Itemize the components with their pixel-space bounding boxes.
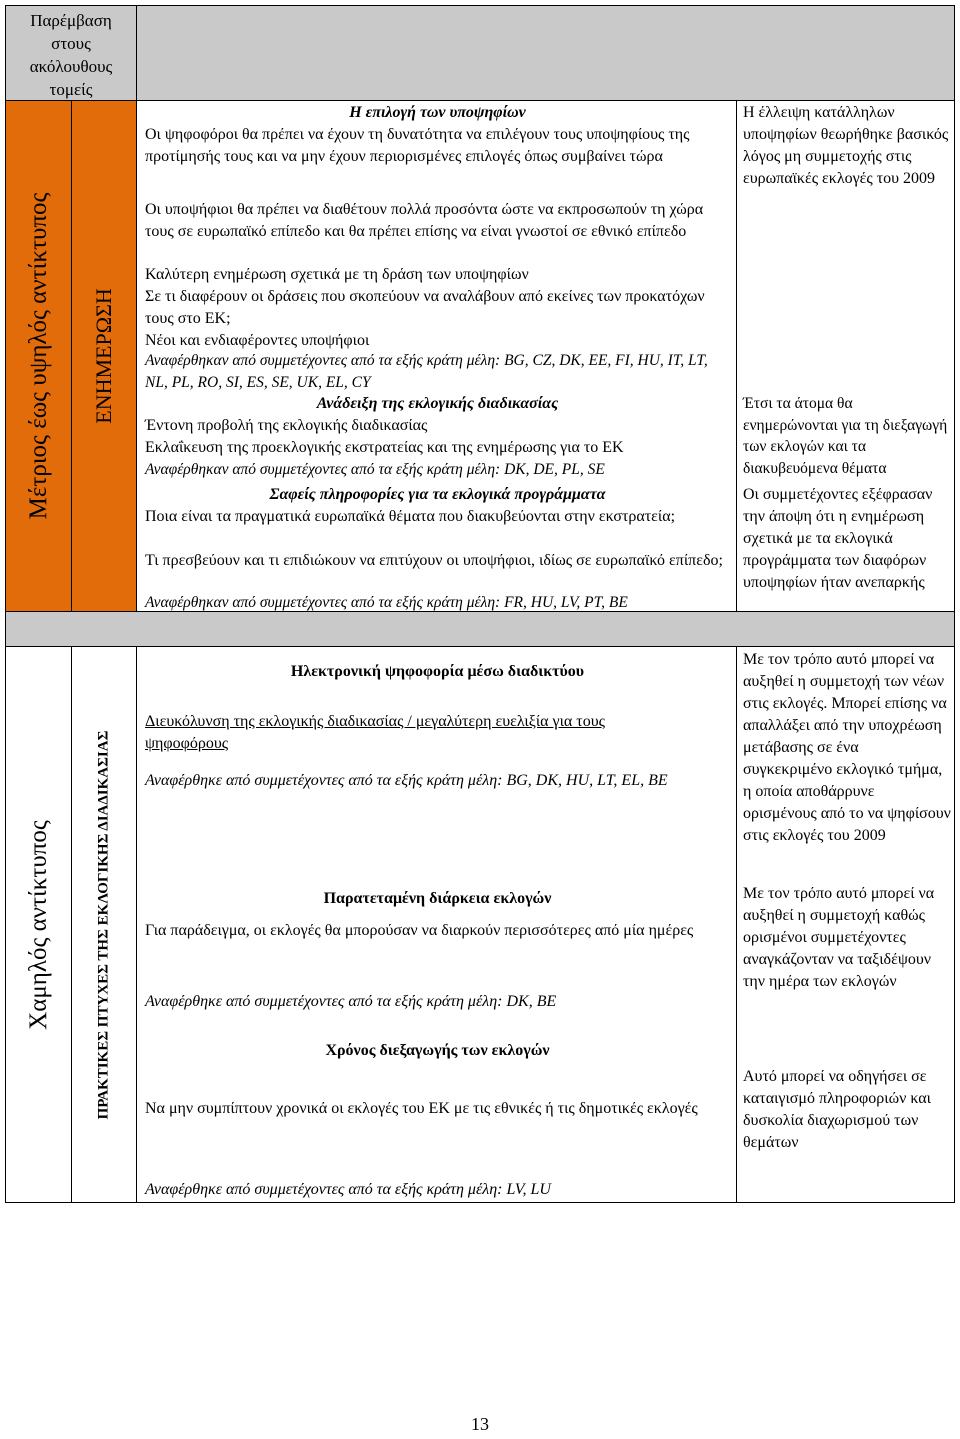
member-states-reference: Αναφέρθηκε από συμμετέχοντες από τα εξής κράτη μέλη: LV, LU: [145, 1181, 551, 1198]
action-text: Εκλαΐκευση της προεκλογικής εκστρατείας και της ενημέρωσης για το ΕΚ: [145, 439, 624, 456]
member-states-reference: Αναφέρθηκε από συμμετέχοντες από τα εξής κράτη μέλη: DK, BE: [145, 993, 557, 1010]
action-text: Οι υποψήφιοι θα πρέπει να διαθέτουν πολλά προσόντα ώστε να εκπροσωπούν τη χώρα τους σε ευρωπαϊκό επίπεδο και θα πρέπει επίσης να είναι γνωστοί σε εθνικό επίπεδο: [145, 201, 704, 240]
action-text: Τι πρεσβεύουν και τι επιδιώκουν να επιτύχουν οι υποψήφιοι, ιδίως σε ευρωπαϊκό επίπεδο;: [145, 552, 723, 569]
member-states-reference: Αναφέρθηκαν από συμμετέχοντες από τα εξής κράτη μέλη: FR, HU, LV, PT, BE: [145, 594, 628, 611]
impact-cell-high: [5, 100, 72, 612]
rationale-text: Η έλλειψη κατάλληλων υποψηφίων θεωρήθηκε βασικός λόγος μη συμμετοχής στις ευρωπαϊκές εκλογές του 2009: [743, 104, 949, 187]
action-text: Σε τι διαφέρουν οι δράσεις που σκοπεύουν να αναλάβουν από εκείνες των προκατόχων τους στο ΕΚ;: [145, 288, 705, 327]
impact-cell-low: [5, 646, 72, 1203]
section-title-election-timing: Χρόνος διεξαγωγής των εκλογών: [325, 1042, 550, 1059]
action-text: Διευκόλυνση της εκλογικής διαδικασίας / μεγαλύτερη ευελιξία για τους ψηφοφόρους: [145, 713, 605, 752]
member-states-reference: Αναφέρθηκε από συμμετέχοντες από τα εξής κράτη μέλη: BG, DK, HU, LT, EL, BE: [145, 772, 668, 789]
section-title-e-voting: Ηλεκτρονική ψηφοφορία μέσω διαδικτύου: [290, 663, 585, 680]
rationale-text: Οι συμμετέχοντες εξέφρασαν την άποψη ότι η ενημέρωση σχετικά με τα εκλογικά προγράμματα των διαφόρων υποψηφίων ήταν ανεπαρκής: [743, 486, 933, 591]
action-text: Για παράδειγμα, οι εκλογές θα μπορούσαν να διαρκούν περισσότερες από μία ημέρες: [145, 922, 694, 939]
action-text: Καλύτερη ενημέρωση σχετικά με τη δράση των υποψηφίων: [145, 266, 529, 283]
action-text: Έντονη προβολή της εκλογικής διαδικασίας: [145, 417, 428, 434]
section-title-process: Ανάδειξη της εκλογικής διαδικασίας: [316, 395, 559, 412]
separator-row: [5, 611, 955, 647]
rationale-text: Αυτό μπορεί να οδηγήσει σε καταιγισμό πληροφοριών και δυσκολία διαχωρισμού των θεμάτων: [743, 1068, 931, 1151]
section-title-candidates: Η επιλογή των υποψηφίων: [349, 104, 526, 121]
action-text: Νέοι και ενδιαφέροντες υποψήφιοι: [145, 332, 370, 349]
action-text: Οι ψηφοφόροι θα πρέπει να έχουν τη δυνατότητα να επιλέγουν τους υποψηφίους της προτίμησής τους και να μην έχουν περιορισμένες επιλογές όπως συμβαίνει τώρα: [145, 126, 690, 165]
rationale-text: Έτσι τα άτομα θα ενημερώνονται για τη διεξαγωγή των εκλογών και τα διακυβευόμενα θέματα: [743, 395, 948, 477]
member-states-reference: Αναφέρθηκαν από συμμετέχοντες από τα εξής κράτη μέλη: DK, DE, PL, SE: [145, 461, 605, 478]
category-cell-information: [71, 100, 137, 612]
member-states-reference: Αναφέρθηκαν από συμμετέχοντες από τα εξής κράτη μέλη: BG, CZ, DK, EE, FI, HU, IT, LT, NL, PL, RO, SI, ES, SE, UK, EL, CY: [145, 352, 708, 391]
page-number: 13: [471, 1414, 489, 1434]
action-text: Ποια είναι τα πραγματικά ευρωπαϊκά θέματα που διακυβεύονται στην εκστρατεία;: [145, 508, 676, 525]
action-text: Να μην συμπίπτουν χρονικά οι εκλογές του ΕΚ με τις εθνικές ή τις δημοτικές εκλογές: [145, 1100, 698, 1117]
section-title-programmes: Σαφείς πληροφορίες για τα εκλογικά προγράμματα: [269, 486, 606, 503]
impact-label-low: Χαμηλός αντίκτυπος: [24, 819, 52, 1030]
section-title-extended-duration: Παρατεταμένη διάρκεια εκλογών: [323, 890, 552, 907]
impact-label-high: Μέτριος έως υψηλός αντίκτυπος: [24, 192, 52, 520]
rationale-text: Με τον τρόπο αυτό μπορεί να αυξηθεί η συμμετοχή των νέων στις εκλογές. Μπορεί επίσης να απαλλάξει από την υποχρέωση μετάβασης σε ένα συγκεκριμένο εκλογικό τμήμα, η οποία αποθάρρυνε ορισμένους από το να ψηφίσουν στις εκλογές του 2009: [743, 651, 951, 844]
category-label-practical: ΠΡΑΚΤΙΚΕΣ ΠΤΥΧΕΣ ΤΗΣ ΕΚΛΟΓΙΚΗΣ ΔΙΑΔΙΚΑΣΙΑΣ: [95, 730, 112, 1119]
rationale-text: Με τον τρόπο αυτό μπορεί να αυξηθεί η συμμετοχή καθώς ορισμένοι συμμετέχοντες αναγκάζονταν να ταξιδέψουν την ημέρα των εκλογών: [743, 885, 935, 990]
header-sector-label: Παρέμβαση στους ακόλουθους τομείς: [29, 11, 113, 99]
category-label-information: ΕΝΗΜΕΡΩΣΗ: [91, 288, 116, 424]
header-sector-cell: [5, 5, 137, 101]
header-spacer-cell: [136, 5, 955, 101]
category-cell-practical: [71, 646, 137, 1203]
